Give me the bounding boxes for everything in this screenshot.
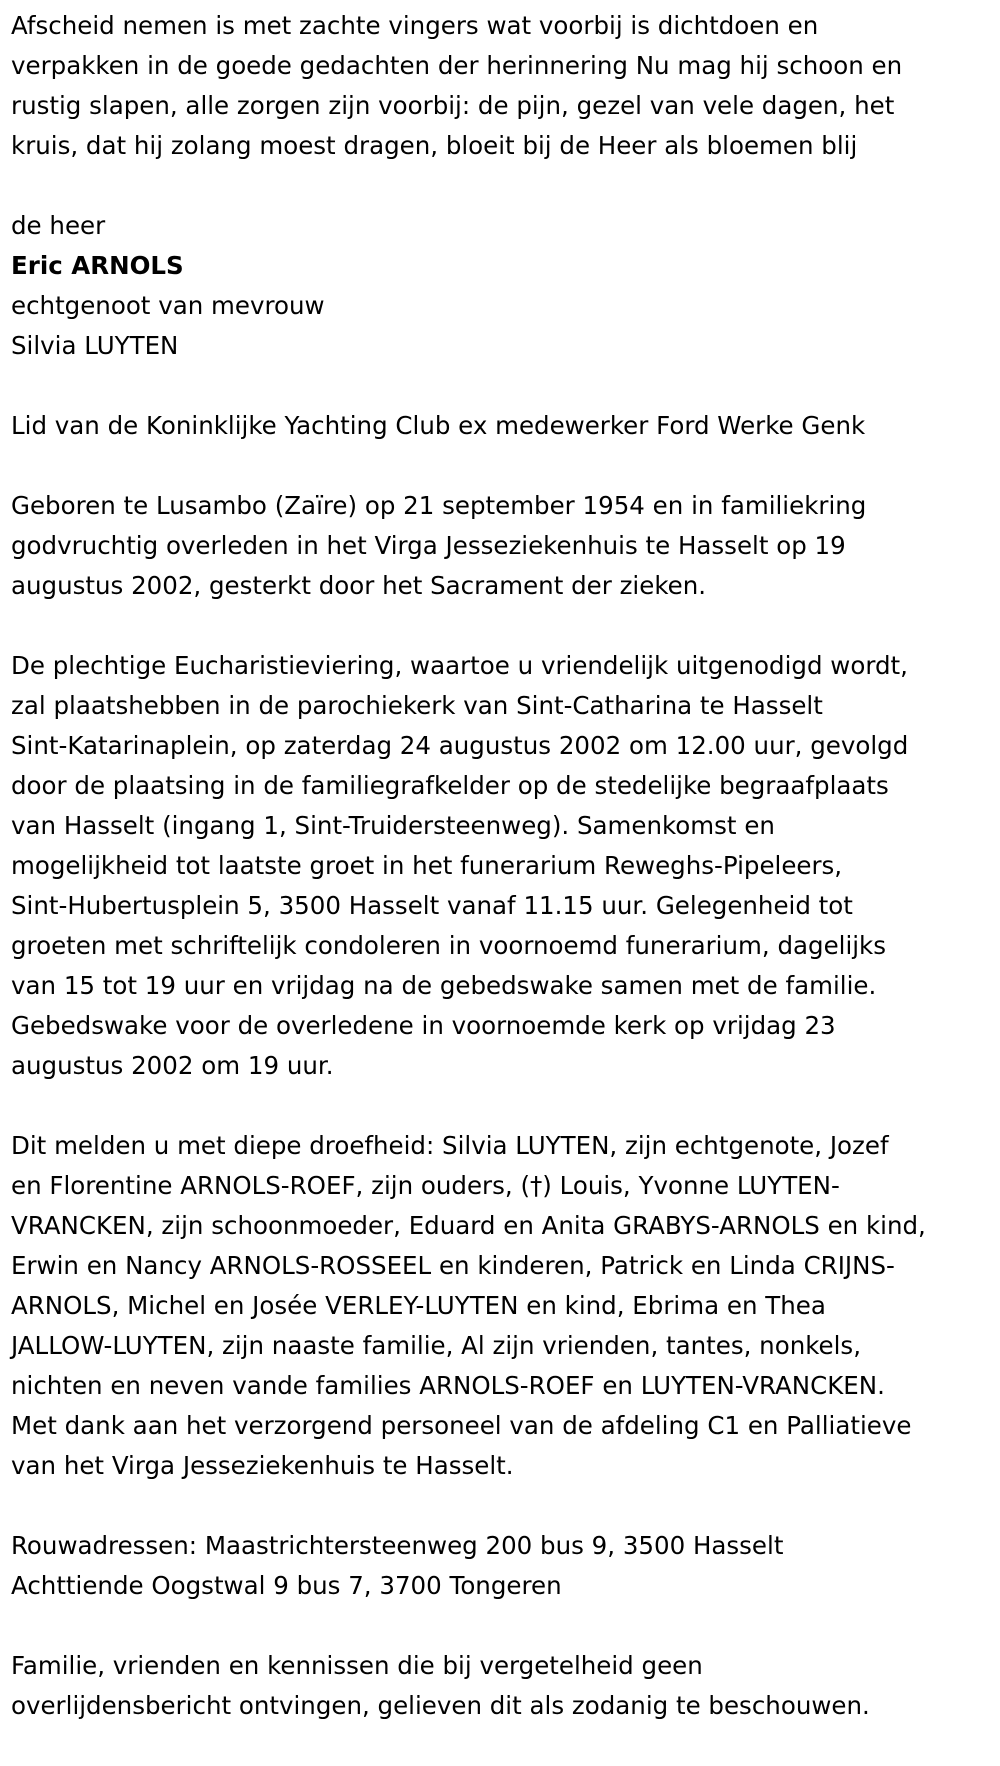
ceremony-text: De plechtige Eucharistieviering, waartoe u vriendelijk uitgenodigd wordt, zal plaatshebben in de parochiekerk van Sint-Catharina te Hasselt Sint-Katarinaplein, op zaterdag 24 augustus 2002 om 12.00 uur, gevolgd door de plaatsing in de familiegrafkelder op de stedelijke begraafplaats van Hasselt (ingang 1, Sint-Truidersteenweg). Samenkomst en mogelijkheid tot laatste groet in het funerarium Reweghs-Pipeleers, Sint-Hubertusplein 5, 3500 Hasselt vanaf 11.15 uur. Gelegenheid tot groeten met schriftelijk condoleren in voornoemd funerarium, dagelijks van 15 tot 19 uur en vrijdag na de gebedswake samen met de familie. Gebedswake voor de overledene in voornoemde kerk op vrijdag 23 augustus 2002 om 19 uur.: [11, 651, 909, 1080]
spouse-intro: echtgenoot van mevrouw: [11, 291, 325, 320]
deceased-name: Eric ARNOLS: [11, 251, 184, 280]
spacer: [11, 1486, 1000, 1526]
birth-death-text: Geboren te Lusambo (Zaïre) op 21 september 1954 en in familiekring godvruchtig overleden in het Virga Jesseziekenhuis te Hasselt op 19 augustus 2002, gesterkt door het Sacrament der zieken.: [11, 491, 867, 600]
spacer: [11, 446, 1000, 486]
spacer: [11, 1086, 1000, 1126]
poem-text: Afscheid nemen is met zachte vingers wat voorbij is dichtdoen en verpakken in de goede gedachten der herinnering Nu mag hij schoon en rustig slapen, alle zorgen zijn voorbij: de pijn, gezel van vele dagen, het kruis, dat hij zolang moest dragen, bloeit bij de Heer als bloemen blij: [11, 11, 903, 160]
spouse-name: Silvia LUYTEN: [11, 331, 179, 360]
spacer: [11, 366, 1000, 406]
closing-text: Familie, vrienden en kennissen die bij vergetelheid geen overlijdensbericht ontvingen, gelieven dit als zodanig te beschouwen.: [11, 1651, 870, 1720]
spacer: [11, 606, 1000, 646]
spacer: [11, 166, 1000, 206]
family-text: Dit melden u met diepe droefheid: Silvia LUYTEN, zijn echtgenote, Jozef en Florentine ARNOLS-ROEF, zijn ouders, (†) Louis, Yvonne LUYTEN- VRANCKEN, zijn schoonmoeder, Eduard en Anita GRABYS-ARNOLS en kind, Erwin en Nancy ARNOLS-ROSSEEL en kinderen, Patrick en Linda CRIJNS- ARNOLS, Michel en Josée VERLEY-LUYTEN en kind, Ebrima en Thea JALLOW-LUYTEN, zijn naaste familie, Al zijn vrienden, tantes, nonkels, nichten en neven vande families ARNOLS-ROEF en LUYTEN-VRANCKEN. Met dank aan het verzorgend personeel van de afdeling C1 en Palliatieve van het Virga Jesseziekenhuis te Hasselt.: [11, 1131, 926, 1480]
salutation: de heer: [11, 211, 106, 240]
addresses-text: Rouwadressen: Maastrichtersteenweg 200 bus 9, 3500 Hasselt Achttiende Oogstwal 9 bus 7, 3700 Tongeren: [11, 1531, 784, 1600]
spacer: [11, 1606, 1000, 1646]
membership-text: Lid van de Koninklijke Yachting Club ex medewerker Ford Werke Genk: [11, 411, 866, 440]
